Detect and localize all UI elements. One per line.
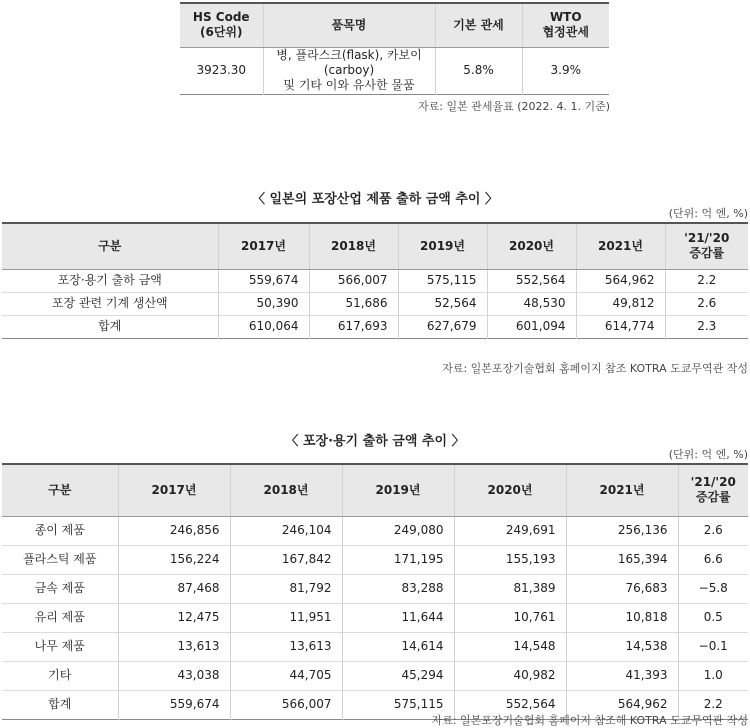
value-cell: 564,962: [566, 690, 678, 719]
table2-unit: (단위: 억 엔, %): [668, 448, 748, 461]
value-cell: 627,679: [398, 315, 487, 338]
value-cell: 610,064: [218, 315, 309, 338]
table-row: [2, 632, 748, 661]
hs-code-value: 3923.30: [180, 47, 263, 94]
value-cell: 575,115: [398, 269, 487, 292]
row-label: 유리 제품: [2, 603, 118, 632]
value-cell: 44,705: [230, 661, 342, 690]
value-cell: 14,548: [454, 632, 566, 661]
value-cell: 601,094: [487, 315, 576, 338]
value-cell: 41,393: [566, 661, 678, 690]
value-cell: 81,792: [230, 574, 342, 603]
value-cell: 14,538: [566, 632, 678, 661]
value-cell: 83,288: [342, 574, 454, 603]
table-row: [2, 292, 748, 315]
growth-rate-cell: 2.6: [678, 516, 748, 545]
value-cell: 249,080: [342, 516, 454, 545]
table-row: [2, 315, 748, 338]
table2-header-0: 구분: [2, 464, 118, 516]
hs-header-item-name: 품목명: [263, 3, 435, 47]
table-row: [2, 661, 748, 690]
table2-title: 〈 포장·용기 출하 금액 추이 〉: [285, 434, 465, 449]
value-cell: 566,007: [309, 269, 398, 292]
value-cell: 614,774: [576, 315, 665, 338]
value-cell: 49,812: [576, 292, 665, 315]
table2-source-note: 자료: 일본포장기술협회 홈페이지 참조해 KOTRA 도쿄무역관 작성: [431, 714, 748, 727]
table-row: [2, 545, 748, 574]
hs-basic-tariff-value: 5.8%: [435, 47, 522, 94]
value-cell: 51,686: [309, 292, 398, 315]
row-label: 플라스틱 제품: [2, 545, 118, 574]
table2-header-1: 2017년: [118, 464, 230, 516]
value-cell: 575,115: [342, 690, 454, 719]
hs-source-note: 자료: 일본 관세율표 (2022. 4. 1. 기준): [417, 100, 610, 113]
table-row: [2, 516, 748, 545]
value-cell: 12,475: [118, 603, 230, 632]
table1-header-6: '21/'20 증감률: [665, 223, 748, 269]
hs-wto-tariff-value: 3.9%: [522, 47, 609, 94]
hs-header-code: HS Code (6단위): [180, 3, 263, 47]
value-cell: 559,674: [218, 269, 309, 292]
value-cell: 171,195: [342, 545, 454, 574]
value-cell: 76,683: [566, 574, 678, 603]
value-cell: 10,818: [566, 603, 678, 632]
growth-rate-cell: 2.2: [665, 269, 748, 292]
value-cell: 249,691: [454, 516, 566, 545]
value-cell: 559,674: [118, 690, 230, 719]
table1-header-3: 2019년: [398, 223, 487, 269]
hs-header-wto-tariff: WTO 협정관세: [522, 3, 609, 47]
row-label: 금속 제품: [2, 574, 118, 603]
table2-header-2: 2018년: [230, 464, 342, 516]
growth-rate-cell: 1.0: [678, 661, 748, 690]
value-cell: 48,530: [487, 292, 576, 315]
table2-header-5: 2021년: [566, 464, 678, 516]
table1-header-5: 2021년: [576, 223, 665, 269]
table1-header-2: 2018년: [309, 223, 398, 269]
value-cell: 246,104: [230, 516, 342, 545]
row-label: 포장 관련 기계 생산액: [2, 292, 218, 315]
table2-header-4: 2020년: [454, 464, 566, 516]
growth-rate-cell: 2.2: [678, 690, 748, 719]
table2-header-3: 2019년: [342, 464, 454, 516]
value-cell: 52,564: [398, 292, 487, 315]
value-cell: 167,842: [230, 545, 342, 574]
table-row: [2, 269, 748, 292]
value-cell: 87,468: [118, 574, 230, 603]
value-cell: 566,007: [230, 690, 342, 719]
value-cell: 552,564: [454, 690, 566, 719]
table1-header-4: 2020년: [487, 223, 576, 269]
table2-header-6: '21/'20 증감률: [678, 464, 748, 516]
value-cell: 14,614: [342, 632, 454, 661]
table1-header-1: 2017년: [218, 223, 309, 269]
value-cell: 45,294: [342, 661, 454, 690]
growth-rate-cell: 6.6: [678, 545, 748, 574]
value-cell: 11,644: [342, 603, 454, 632]
value-cell: 40,982: [454, 661, 566, 690]
hs-header-basic-tariff: 기본 관세: [435, 3, 522, 47]
growth-rate-cell: 2.3: [665, 315, 748, 338]
value-cell: 165,394: [566, 545, 678, 574]
value-cell: 156,224: [118, 545, 230, 574]
value-cell: 81,389: [454, 574, 566, 603]
table1-header-0: 구분: [2, 223, 218, 269]
row-label: 나무 제품: [2, 632, 118, 661]
value-cell: 50,390: [218, 292, 309, 315]
value-cell: 10,761: [454, 603, 566, 632]
value-cell: 11,951: [230, 603, 342, 632]
table-row: [2, 603, 748, 632]
value-cell: 256,136: [566, 516, 678, 545]
table1-title: 〈 일본의 포장산업 제품 출하 금액 추이 〉: [251, 192, 499, 207]
value-cell: 13,613: [118, 632, 230, 661]
value-cell: 246,856: [118, 516, 230, 545]
value-cell: 564,962: [576, 269, 665, 292]
value-cell: 13,613: [230, 632, 342, 661]
row-label: 기타: [2, 661, 118, 690]
packaging-container-shipment-table: [2, 463, 748, 720]
growth-rate-cell: 2.6: [665, 292, 748, 315]
row-label: 합계: [2, 690, 118, 719]
table1-unit: (단위: 억 엔, %): [668, 207, 748, 220]
row-label: 포장·용기 출하 금액: [2, 269, 218, 292]
growth-rate-cell: −0.1: [678, 632, 748, 661]
value-cell: 617,693: [309, 315, 398, 338]
table-row: [2, 574, 748, 603]
value-cell: 155,193: [454, 545, 566, 574]
table1-source-note: 자료: 일본포장기술협회 홈페이지 참조 KOTRA 도쿄무역관 작성: [442, 362, 748, 375]
packaging-industry-shipment-table: [2, 222, 748, 339]
row-label: 합계: [2, 315, 218, 338]
growth-rate-cell: −5.8: [678, 574, 748, 603]
value-cell: 43,038: [118, 661, 230, 690]
hs-tariff-table: [180, 2, 609, 95]
growth-rate-cell: 0.5: [678, 603, 748, 632]
row-label: 종이 제품: [2, 516, 118, 545]
value-cell: 552,564: [487, 269, 576, 292]
hs-item-name-value: 병, 플라스크(flask), 카보이(carboy) 및 기타 이와 유사한 물품: [263, 47, 435, 94]
